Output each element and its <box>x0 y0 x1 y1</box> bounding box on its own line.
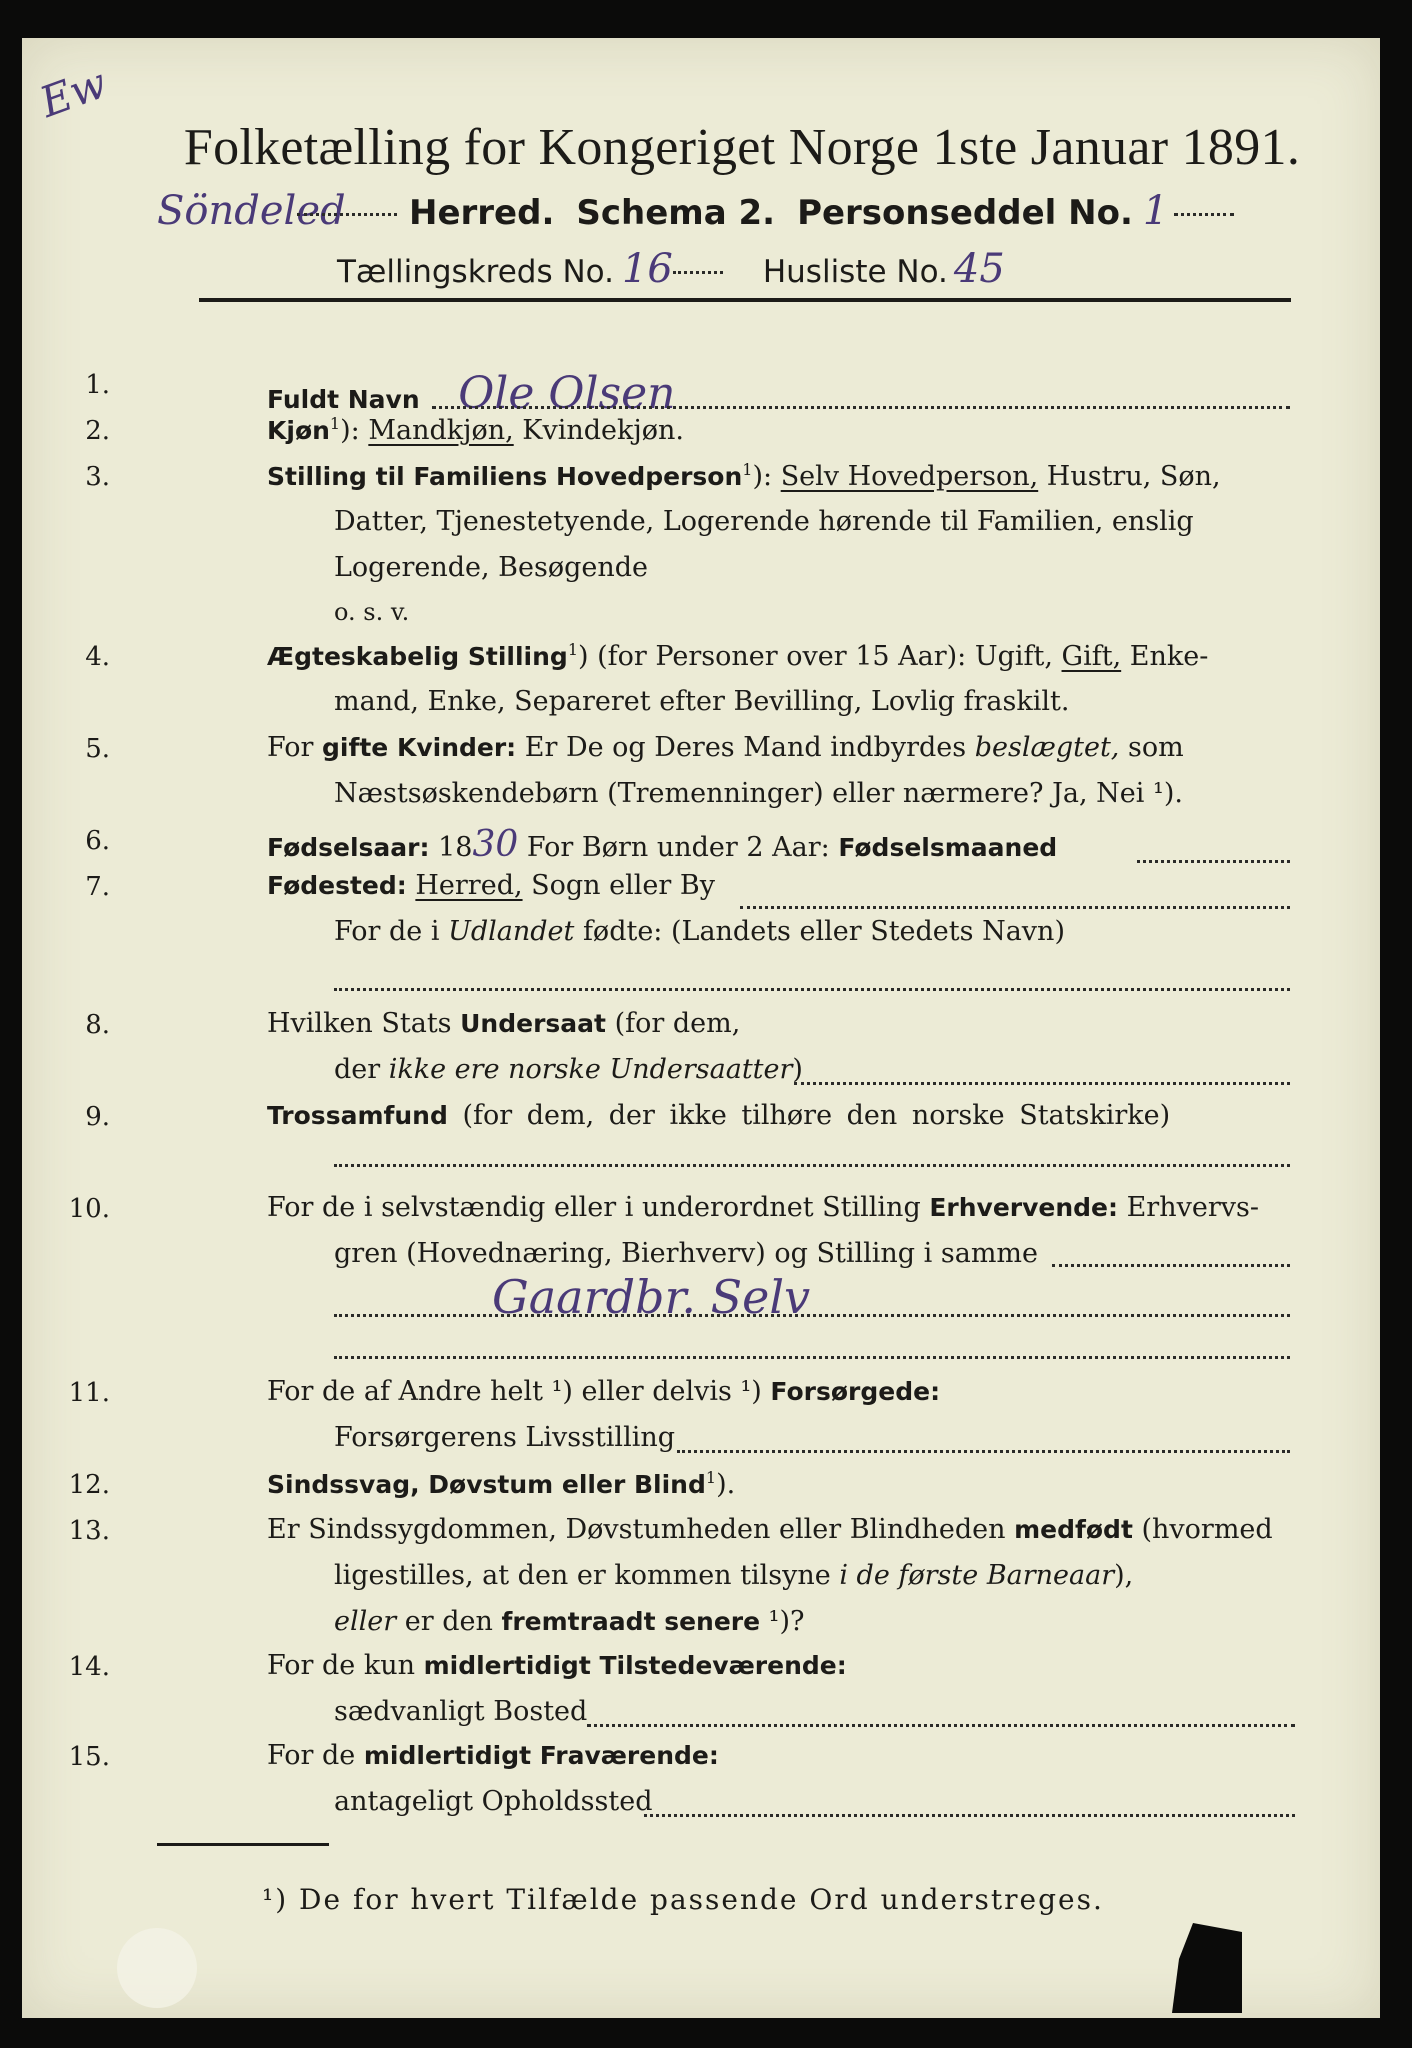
item-text: (hvormed <box>1132 1514 1273 1545</box>
item-number: 9. <box>85 1102 110 1132</box>
item-label: Undersaat <box>460 1009 606 1038</box>
item-text: (for dem, der ikke tilhøre den norske Statskirke) <box>447 1100 1171 1131</box>
item-label: Fuldt Navn <box>267 385 420 414</box>
item-text: ), <box>1114 1560 1134 1591</box>
item-label: Sindssvag, Døvstum eller Blind <box>267 1470 706 1499</box>
item-number: 1. <box>85 370 110 400</box>
item-text: ): <box>752 461 781 492</box>
item-text: ) (for Personer over 15 Aar): Ugift, <box>578 641 1062 672</box>
item-number: 10. <box>68 1194 110 1224</box>
item-number: 8. <box>85 1010 110 1040</box>
item-label: Kjøn <box>267 416 330 445</box>
item-number: 11. <box>68 1378 110 1408</box>
dotted-leader <box>644 1814 1295 1817</box>
item-2-row <box>267 414 684 446</box>
item-text: For Børn under 2 Aar: <box>518 832 839 863</box>
item-text: Kvindekjøn. <box>513 415 684 446</box>
item-label: gifte Kvinder: <box>322 733 517 762</box>
underlined-choice: Gift, <box>1061 641 1122 672</box>
item-8-line2: der ikke ere norske Undersaatter) <box>334 1054 803 1085</box>
dotted-leader <box>587 1724 1295 1727</box>
birth-year-value: 30 <box>472 824 519 865</box>
item-15-row <box>267 1740 719 1771</box>
item-text: (for dem, <box>605 1008 741 1039</box>
full-name-value: Ole Olsen <box>458 368 676 419</box>
item-text: ): <box>340 415 369 446</box>
item-13-line2 <box>334 1560 1133 1591</box>
item-number: 15. <box>68 1742 110 1772</box>
item-number: 2. <box>85 416 110 446</box>
item-7-row <box>267 870 715 901</box>
dotted-leader <box>432 406 1290 409</box>
item-label: fremtraadt senere <box>501 1607 761 1636</box>
italic-text: eller <box>334 1606 397 1637</box>
item-text: For de <box>267 1740 364 1771</box>
header-rule <box>199 298 1291 302</box>
form-title: Folketælling for Kongeriget Norge 1ste Januar 1891. <box>183 119 1301 176</box>
italic-text: beslægtet, <box>974 732 1120 763</box>
item-text: som <box>1119 732 1184 763</box>
item-text: Er De og Deres Mand indbyrdes <box>516 732 975 763</box>
kreds-value: 16 <box>621 246 673 292</box>
item-3-line2: Datter, Tjenestetyende, Logerende hørende til Familien, enslig <box>334 506 1194 537</box>
husliste-label: Husliste No. <box>762 254 948 290</box>
item-label: midlertidigt Tilstedeværende: <box>423 1651 847 1680</box>
italic-text: Udlandet <box>448 916 575 947</box>
item-text: Erhvervs- <box>1118 1192 1259 1223</box>
census-form-sheet <box>22 38 1380 2018</box>
item-label: Stilling til Familiens Hovedperson <box>267 462 743 491</box>
item-4-row <box>267 640 1208 672</box>
paper-stain <box>117 1928 197 2008</box>
item-text: For <box>267 732 323 763</box>
underlined-choice: Selv Hovedperson, <box>780 461 1039 492</box>
header-herred-row <box>157 188 1234 234</box>
italic-text: ikke ere norske Undersaatter <box>388 1054 793 1085</box>
item-10-line2: gren (Hovednæring, Bierhverv) og Stilling i samme <box>334 1238 1039 1269</box>
dotted-leader <box>297 213 397 216</box>
item-label: Trossamfund <box>267 1101 448 1130</box>
item-11-line2: Forsørgerens Livsstilling <box>334 1422 676 1453</box>
footnote-ref: 1 <box>567 640 579 659</box>
item-label: Fødested: <box>267 871 407 900</box>
item-12-row <box>267 1468 735 1500</box>
item-text: Enke- <box>1121 641 1209 672</box>
item-7-line2 <box>334 916 1065 947</box>
herred-label: Herred. <box>409 193 555 233</box>
dotted-leader <box>334 1164 1290 1167</box>
item-15-line2: antageligt Opholdssted <box>334 1786 653 1817</box>
item-3-line3: Logerende, Besøgende <box>334 552 648 583</box>
italic-text: i de første Barneaar <box>839 1560 1115 1591</box>
item-3-row <box>267 460 1221 492</box>
torn-corner <box>1172 1923 1242 2013</box>
kreds-label: Tællingskreds No. <box>337 254 614 290</box>
item-text: Hustru, Søn, <box>1038 461 1221 492</box>
item-14-row <box>267 1650 847 1681</box>
item-label: Ægteskabelig Stilling <box>267 642 568 671</box>
item-label: Fødselsmaaned <box>838 833 1058 862</box>
herred-value: Söndeled <box>157 188 346 234</box>
item-9-row <box>267 1100 1170 1131</box>
item-label: Forsørgede: <box>770 1377 941 1406</box>
item-number: 3. <box>85 462 110 492</box>
item-text: Hvilken Stats <box>267 1008 461 1039</box>
item-10-row <box>267 1192 1259 1223</box>
item-label: Erhvervende: <box>929 1193 1119 1222</box>
item-number: 6. <box>85 826 110 856</box>
item-number: 5. <box>85 734 110 764</box>
corner-handwritten-mark: Ew <box>33 58 113 127</box>
item-text: For de af Andre helt ¹) eller delvis ¹) <box>267 1376 771 1407</box>
item-number: 14. <box>68 1652 110 1682</box>
item-text: ligestilles, at den er kommen tilsyne <box>334 1560 840 1591</box>
footnote-ref: 1 <box>329 414 341 433</box>
item-text: der <box>334 1054 389 1085</box>
item-number: 12. <box>68 1470 110 1500</box>
item-text: For de i <box>334 916 449 947</box>
item-11-row <box>267 1376 940 1407</box>
dotted-leader <box>677 1450 1290 1453</box>
dotted-leader <box>794 1082 1290 1085</box>
item-13-line3 <box>334 1606 805 1637</box>
item-text: er den <box>396 1606 502 1637</box>
footnote-rule <box>157 1843 329 1846</box>
item-14-line2: sædvanligt Bosted <box>334 1696 588 1727</box>
header-kreds-row <box>337 246 1005 292</box>
dotted-leader <box>740 906 1290 909</box>
husliste-value: 45 <box>953 246 1005 292</box>
item-text: Sogn eller By <box>522 870 715 901</box>
item-13-row <box>267 1514 1273 1545</box>
item-number: 4. <box>85 642 110 672</box>
item-label: medfødt <box>1014 1515 1133 1544</box>
dotted-leader <box>334 988 1290 991</box>
item-label: midlertidigt Fraværende: <box>363 1741 719 1770</box>
footnote: ¹) De for hvert Tilfælde passende Ord understreges. <box>262 1883 1104 1916</box>
item-label: Fødselsaar: <box>267 833 430 862</box>
item-5-line2: Næstsøskendebørn (Tremenninger) eller nærmere? Ja, Nei ¹). <box>334 778 1183 809</box>
underlined-choice: Mandkjøn, <box>368 415 514 446</box>
footnote-ref: 1 <box>705 1468 717 1487</box>
occupation-value: Gaardbr. Selv <box>492 1270 811 1324</box>
item-text: ). <box>716 1469 736 1500</box>
dotted-leader <box>673 271 723 274</box>
item-text: 18 <box>429 832 473 863</box>
item-number: 13. <box>68 1516 110 1546</box>
footnote-ref: 1 <box>742 460 753 479</box>
item-text: For de kun <box>267 1650 424 1681</box>
dotted-leader <box>1052 1264 1290 1267</box>
item-number: 7. <box>85 872 110 902</box>
schema-label: Schema 2. <box>576 193 776 233</box>
item-3-line4: o. s. v. <box>334 598 410 626</box>
item-text: For de i selvstændig eller i underordnet Stilling <box>267 1192 930 1223</box>
item-1-row <box>267 368 676 419</box>
item-5-row <box>267 732 1184 763</box>
underlined-choice: Herred, <box>415 870 523 901</box>
personseddel-label: Personseddel No. <box>797 193 1133 233</box>
item-text: ¹)? <box>760 1606 805 1637</box>
dotted-leader <box>334 1314 1290 1317</box>
item-8-row <box>267 1008 740 1039</box>
item-text: fødte: (Landets eller Stedets Navn) <box>574 916 1065 947</box>
dotted-leader <box>1174 213 1234 216</box>
item-4-line2: mand, Enke, Separeret efter Bevilling, Lovlig fraskilt. <box>334 686 1070 717</box>
dotted-leader <box>334 1356 1290 1359</box>
personseddel-value: 1 <box>1142 188 1169 234</box>
item-6-row <box>267 824 1057 865</box>
item-text: Er Sindssygdommen, Døvstumheden eller Blindheden <box>267 1514 1015 1545</box>
dotted-leader <box>1137 860 1290 863</box>
